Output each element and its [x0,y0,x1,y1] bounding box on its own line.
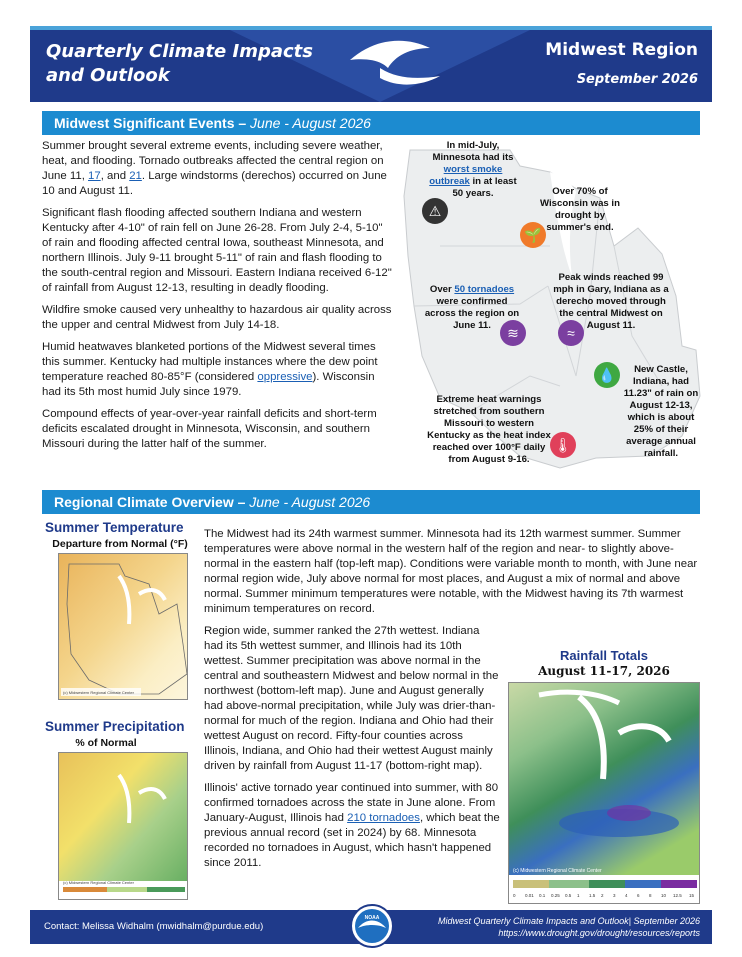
overview-paragraph-1: The Midwest had its 24th warmest summer. Minnesota had its 12th warmest summer. Summer temperatures were above normal in the western half of the region and near- to slightly above-normal in the eastern half (top-left map). Conditions were variable month to month, with June near normal region wide, July above normal for most places, and August a mix of normal and above normal. Summer minimum temperatures were notable, with the Midwest having its 7th warmest minimum temperatures on record. [204,528,698,615]
rainfall-scale-label: 0.5 [565,893,572,898]
rainfall-map-title: Rainfall Totals [560,648,648,663]
newsletter-title: Quarterly Climate Impacts and Outlook [46,41,314,86]
rainfall-scale-label: 8 [649,893,652,898]
events-paragraph-4: Humid heatwaves blanketed portions of the Midwest several times this summer. Kentucky had multiple instances where the dew point temperature reached 80-85°F (considered oppressive). Wisconsin had its 5th most humid July since 1979. [42,341,378,398]
overview-section-heading [42,490,700,514]
precipitation-map-image [59,753,188,900]
drought-icon: 🌱 [520,222,546,248]
tornado-count-link[interactable]: 50 tornadoes [454,284,515,295]
oppressive-link[interactable]: oppressive [257,371,313,383]
overview-paragraph-3: Illinois' active tornado year continued into summer, with 80 confirmed tornadoes across the state in June alone. From January-August, Illinois had 210 tornadoes, which beat the previous annual record (set in 2024) by 68. Minnesota recorded no tornadoes in August, which hasn't happened since 2011. [204,782,500,869]
rain-callout: New Castle, Indiana, had 11.23" of rain on August 12-13, which is about 25% of their average annual rainfall. [623,364,699,459]
smoke-callout: In mid-July, Minnesota had its worst smoke outbreak in at least 50 years. [429,140,517,199]
wind-icon: ≈ [558,320,584,346]
rainfall-scale-label: 12.5 [673,893,682,898]
overview-heading-text: Regional Climate Overview – [54,494,246,510]
events-section-heading [42,111,700,135]
page-footer [30,910,712,944]
noaa-logo-text: NOAA [364,915,380,921]
events-paragraph-2: Significant flash flooding affected southern Indiana and western Kentucky after 4-10" of rain fell on June 26-28. From July 2-4, 5-10" of rain and flooding affected central Iowa, southeast Minnesota, and northern Illinois. July 9-11 brought 5-11" of rain and flash flooding to the south-central region and Missouri. Eastern Indiana received 6-12" of rainfall from August 12-13, resulting in deadly flooding. [42,207,392,294]
rainfall-scale-label: 0.01 [525,893,534,898]
rainfall-scale-label: 1 [577,893,580,898]
rainfall-totals-map [508,682,700,904]
rainfall-scale-label: 0 [513,893,516,898]
temperature-map-subtitle: Departure from Normal (°F) [52,538,188,550]
page-header [30,30,712,102]
temperature-departure-map [58,553,188,700]
rainfall-scale-label: 3 [613,893,616,898]
rainfall-scale-label: 2 [601,893,604,898]
rainfall-scale-label: 0.25 [551,893,560,898]
rainfall-scale-label: 6 [637,893,640,898]
rainfall-scale-label: 10 [661,893,667,898]
publication-name: Midwest Quarterly Climate Impacts and Outlook| September 2026 [438,916,700,926]
smoke-outbreak-link[interactable]: worst smoke outbreak [429,164,503,187]
rainfall-scale-label: 15 [689,893,695,898]
contact-info: Contact: Melissa Widhalm (mwidhalm@purdue.edu) [44,921,264,932]
rainfall-map-image [509,683,700,904]
precipitation-map-title: Summer Precipitation [45,719,185,734]
noaa-logo [350,904,394,948]
raindrop-icon: 💧 [594,362,620,388]
tornado-icon: ≋ [500,320,526,346]
rainfall-scale-label: 1.5 [589,893,596,898]
region-name: Midwest Region [545,40,698,60]
rainfall-map-subtitle: August 11-17, 2026 [538,664,670,678]
rainfall-map-credit: (c) Midwestern Regional Climate Center [513,868,602,874]
events-heading-text: Midwest Significant Events – [54,115,247,131]
rainfall-scale-label: 4 [625,893,628,898]
publication-info [438,915,700,939]
noaa-logo-icon [352,906,392,946]
illinois-tornadoes-link[interactable]: 210 tornadoes [347,812,420,824]
precipitation-map-subtitle: % of Normal [75,737,137,749]
events-text [42,139,394,459]
tornado-june21-link[interactable]: 21 [129,170,142,182]
warning-icon: ⚠ [422,198,448,224]
overview-paragraph-2: Region wide, summer ranked the 27th wettest. Indiana had its 5th wettest summer, and Illinois had its 10th wettest. Summer precipitation was above normal in the central and southeastern Midwest and below normal in the northwest (bottom-left map). June and August generally had above-normal precipitation, while July was drier-than-normal for much of the region. Indiana and Ohio had their wettest August on record. Fifty-four counties across Illinois, Indiana, and Ohio had their wettest August mainly driven by rainfall from August 11-17 (bottom-right map). [204,625,499,772]
thermometer-icon: 🌡 [550,432,576,458]
temperature-map-image [59,554,188,700]
events-paragraph-1: Summer brought several extreme events, including severe weather, heat, and flooding. Tornado outbreaks affected the central region on June 11, 17, and 21. Large windstorms (derechos) occurred on June 10 and August 11. [42,140,387,197]
wind-callout: Peak winds reached 99 mph in Gary, Indiana as a derecho moved through the central Midwest on August 11. [553,272,669,331]
rainfall-scale-label: 0.1 [539,893,546,898]
overview-heading-dates: June - August 2026 [249,494,371,510]
drought-callout: Over 70% of Wisconsin was in drought by summer's end. [540,186,620,233]
heat-callout: Extreme heat warnings stretched from southern Missouri to western Kentucky as the heat index reached over 100°F daily from August 9-16. [427,394,551,465]
events-paragraph-3: Wildfire smoke caused very unhealthy to hazardous air quality across the upper and central Midwest from July 14-18. [42,304,392,331]
temperature-map-credit: (c) Midwestern Regional Climate Center [63,690,134,695]
events-map [400,136,704,471]
publication-url[interactable]: https://www.drought.gov/drought/resources/reports [498,928,700,938]
tornado-june17-link[interactable]: 17 [88,170,101,182]
issue-date: September 2026 [576,72,698,87]
temperature-map-title: Summer Temperature [45,520,184,535]
events-heading-dates: June - August 2026 [250,115,371,131]
precipitation-percent-map [58,752,188,900]
events-paragraph-5: Compound effects of year-over-year rainfall deficits and short-term deficits escalated drought in Minnesota, Wisconsin, and southern Missouri during the latter half of the summer. [42,408,377,450]
precipitation-map-credit: (c) Midwestern Regional Climate Center [63,880,134,885]
tornado-callout: Over 50 tornadoes were confirmed across the region on June 11. [424,284,520,331]
